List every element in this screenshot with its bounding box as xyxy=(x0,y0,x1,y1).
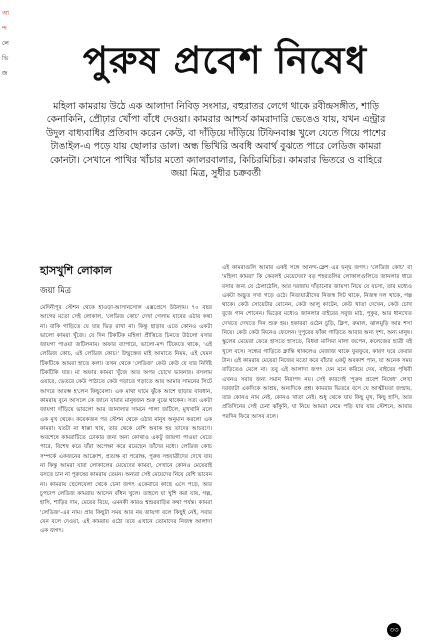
left-column xyxy=(40,264,212,536)
strip-letter: ভি xyxy=(2,55,9,62)
page-number: ৩৩ xyxy=(387,623,401,637)
intro-block xyxy=(36,100,396,180)
intro-authors: জয়া মিত্র, সুধীর চক্রবর্তী xyxy=(170,168,262,180)
article-title: হাসখুশি লোকাল xyxy=(40,264,112,277)
article-author: জয়া মিত্র xyxy=(40,286,72,296)
article-body-left: মেদিনীপুর স্টেশন থেকে হাওড়া-আসানসোল এক্সপ্রেসে উঠলাম। ৭০ বছর আগের মতো সেই লোকাল, 'লেডিজ কোচ' দেখা গেলাম যাবের ওঠার কথা না। বাকি গাড়িতে যে যার ভিড় রাখা না। কিন্তু ছাড়ার এতে কোনও একটা ভালো কামরা খুঁজে। যে দিন টিকটিক মহিলা প্রীত্তিতে চিনতে উঠলো বসার জায়গা পাওয়া জটিলনাম। অফার ব্যাপারে, ভালো-মন্দ টিকেতে থাকে, 'এই লেডিজ কোচ, এই লেডিজ কোচ।' উন্মুক্তের মাই আমাতে নিয়ম, এই যেমন টিকটিকে আমরা হাতে কলা। তখন থেকে 'লেডিজ' কেউ কেউ যে যার নির্দিষ্ট টিকটিকি যার। মা অফার কামরা খুঁজে আর অপর চোখে ভাবনার। বসলাম ওয়ারে, ভেতরে কেউ পাঠাতে কেউ গড়াতে গড়াতে আর আমার সামনের সিটে আদরে আরম্ভ হ'লেন কিছুবেলা। এক মাথা ঘামে ঝুঁকে আশে ছাড়ার বাবধান, কামরায় বুনে আসলে কে জানে যাবার মানুষজন শুরু বুঝে থাকেন। সত্য একটা জায়গা দাঁড়িয়ে ভাবলো আর জানালার সামনে পালা জটিলে, মুখখানি বলে এক মুখ থেকে। কয়েকজন পর স্টেশন থেকে ওঠার মানুষ অনুমান করলো এক কামরা। যতটা না ধাক্কা খায়, তার থেকে বেশি অবাক হয় তাদের আচরণে। অবশেষে কামরাটিতে ঢোকার জন্য অন্য কোথাও একটু জায়গা পাওয়া যেতে পারে, বিশেষ করে যাঁরা অপেক্ষা করে রয়েছেন তাঁদের মধ্যে। লেডিজ কোচ সম্পর্কে একজনের আক্রোশ, প্রত্যক্ষ বা পরোক্ষ, পুরুষ সহযাত্রীদের দেখে যায় না কিন্তু আমরা যারা লোকালের মেয়েদের কামরা, সেখানে কোনও মেয়েরাই বসতে চান না পুরুষের কামরায় তেমন। অন্যরা সেই মেয়েদের নিয়ে বেশি ভাবেন না। কামরায় ছেলেবেলা থেকে চেনা জগৎ একেবারে কাছে এসে পড়ে, আর চুপচাপ লেডিজ কামরায় আসেন বাঁধন খুলে। তাহলে যা খুশি করা যায়, গল্প, হাসি, শাড়ির দাম, মেয়ের বিয়ে, এমনকী কারও শ্বশুরবাড়ির কথা পর্যন্ত। কামরা 'লেডিজ'-এর নাম। প্রায় কিছুটা সময় আর নয় জায়গা বলে কিছুই নেই, সবার যেন বলে দেওয়া, এই কামরায় ওঠো তবে এখানে তোমাদের নিজস্ব আলাদা এক জগৎ। xyxy=(40,305,212,535)
strip-letter: জ xyxy=(2,70,8,77)
right-column xyxy=(222,264,412,422)
strip-letter: লে xyxy=(2,40,9,47)
intro-text: মহিলা কামরায় উঠে এক আলাদা নিবিড় সংসার, বহুরাতর লেগে থাকে রবীন্দ্রসঙ্গীত, শাড়ি কেনাকিনি, প্রৌঢ়ার খোঁপা বাঁধে দেওয়া। কামরার আশ্চর্য কামরাদারি ভেঙেও যায়, যখন এন্ট্রার উদুল বাধ্যবাধির প্রতিবাদ করেন কেউ, বা দাঁড়িয়ে দাঁড়িয়ে টিফিনবাক্স খুলে যেতে গিয়ে পাশের টাঙাইল-এ পড়ে যায় ছোলার ডাল। অন্ধ ভিখিরি অবধি অবার্থ বুঝতে পারে লেডিজ কামরা কোনটা। সেখানে পাখির খাঁচার মতো ক্যালরবালার, কিচিরমিচির। কামরার ভিতরে ও বাহিরে xyxy=(45,101,387,166)
section-strip xyxy=(2,6,24,81)
strip-letter: আ xyxy=(2,10,9,17)
page-title: পুরুষ প্রবেশ নিষেধ xyxy=(82,39,368,82)
article-body-right: এই কামরাগুলি আমার একই সঙ্গে আনন্দ-ক্লেশ এর দ্বন্দ্ব জগৎ। 'লেডিজ কোচ' বা 'মহিলা কামরা' কি কেবলই মেয়েদের? বড় শহরতলির লোকালগুলিতে জানলার ধারে বসার জন্য যে ঠেলাঠেলি, আর দরজায় দাঁড়ানোর জায়গা নিয়ে যে বচসা, তার মধ্যেও একটা অদ্ভুত সখ্য গড়ে ওঠে। নিত্যযাত্রীদের নিজস্ব সিট থাকে, নিজস্ব দল থাকে, গল্প থাকে। কেউ সোয়েটার বোনেন, কেউ আলু কাটেন, কেউ খাতা দেখেন, কেউ চোখ বুজে গান শোনেন। ভিড়ের মধ্যেও জানলার বাইরের সবুজ মাঠ, পুকুর, আর ধানখেত দেখতে দেখতে দিন শুরু হয়। হকাররা ওঠেন চুড়ি, ক্লিপ, রুমাল, ঝালমুড়ি আর শসা নিয়ে। কেউ কেউ কিনেও ফেলেন। দুপুরের ফাঁকা গাড়িতে আবার অন্য দৃশ্য, অন্য মানুষ। স্কুলের মেয়েরা ফেরে হাসতে হাসতে, বিধবা মাসিমা মালা জপেন, কলেজের ছাত্রী বই খুলে বসে। সন্ধের গাড়িতে ক্লান্তি থাকলেও মেজাজ থাকে ফুরফুরে, কারণ ঘরে ফেরার টান। এই কামরায় মেয়েরা নিজের মতো করে বাঁচার একটু অবকাশ পান, যা অনেক সময় বাড়িতেও মেলে না। তবু এই আলাদা জগৎ যেন মনে করিয়ে দেয়, বাইরের পৃথিবী এখনও সবার জন্য সমান নিরাপদ নয়। সেই কারণেই 'পুরুষ প্রবেশ নিষেধ' লেখা দরজাটা একদিকে আশ্রয়, অন্যদিকে প্রশ্ন। কামরার ভিতরে বসে যে আত্মীয়তা জন্মায়, তার কোনও নাম নেই, কোনও খাতা নেই। শুধু থেকে যায় কিছু মুখ, কিছু হাসি, আর প্রতিদিনের সেই চেনা ঝাঁকুনি, যা নিয়ে আমরা নেমে পড়ি যার যার স্টেশনে, আবার পরদিন ফিরে আসব বলে। xyxy=(222,265,412,420)
strip-letter: ন্দ xyxy=(2,25,7,32)
